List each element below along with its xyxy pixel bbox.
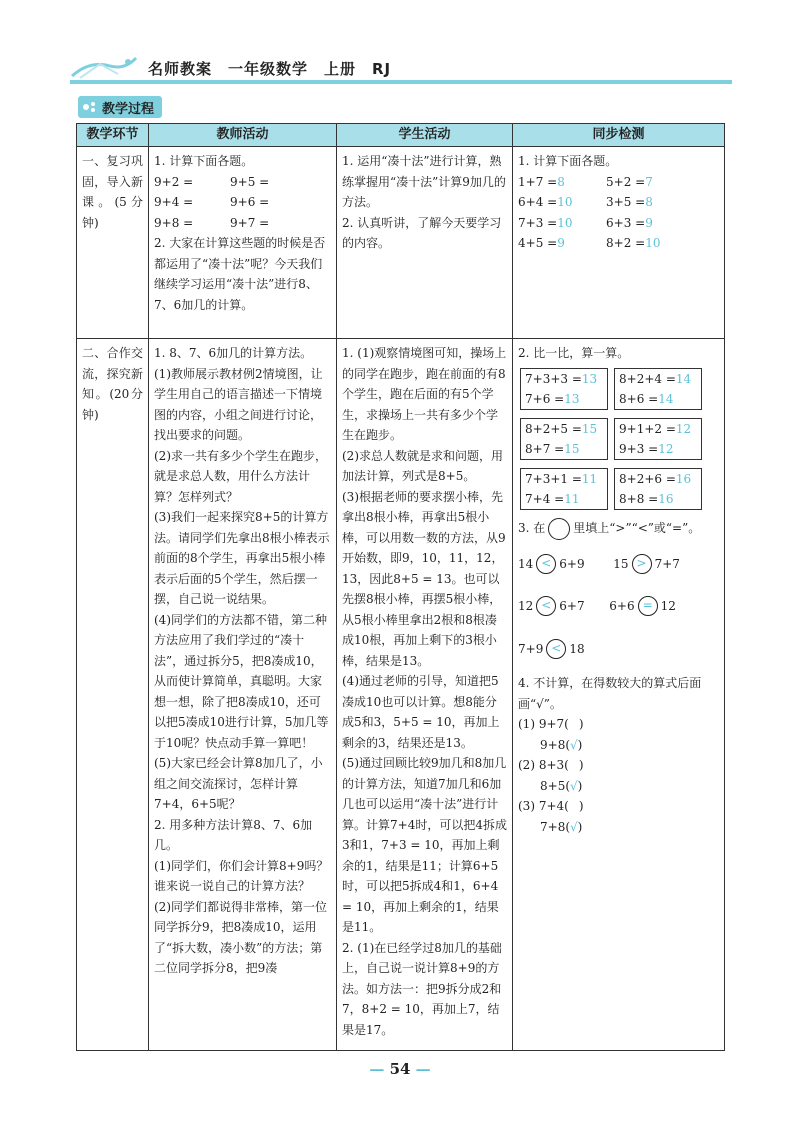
section-label: 教学过程	[102, 101, 155, 117]
q4-item: (1) 9+7( ) 9+8(√)	[518, 717, 584, 752]
answer-circle: <	[536, 596, 556, 616]
answer-circle: <	[536, 554, 556, 574]
calc-box: 9+1+2 =12 9+3 =12	[614, 418, 702, 460]
lesson-table	[76, 123, 725, 1051]
compare-box-row	[520, 368, 719, 410]
header-divider	[70, 80, 732, 84]
header-student: 学生活动	[337, 124, 513, 147]
teacher-cell	[149, 147, 337, 339]
check-row: 7+3 =10 6+3 =9	[518, 215, 653, 230]
student-cell	[337, 147, 513, 339]
dots-icon	[82, 99, 98, 115]
text-para: (1)同学们，你们会计算8+9吗？谁来说一说自己的计算方法？	[154, 858, 329, 893]
check-cell	[513, 339, 725, 1051]
header-teacher: 教师活动	[149, 124, 337, 147]
text-para: (2)求总人数就是求和问题，用加法计算，列式是8+5。	[342, 448, 503, 483]
exercise: 9+7 =	[230, 215, 270, 230]
table-row	[77, 147, 725, 339]
compare-row: 12 < 6+7 6+6 = 12	[518, 596, 719, 617]
header-title: 名师教案 一年级数学 上册 RJ	[148, 60, 392, 78]
text-para: (2)同学们都说得非常棒，第一位同学拆分9，把8凑成10，运用了“拆大数，凑小数”的方法；第二位同学拆分8，把9凑	[154, 899, 327, 975]
text-para: (4)同学们的方法都不错，第二种方法应用了我们学过的“凑十法”，通过拆分5，把8凑成10，从而使计算简单，真聪明。大家想一想，除了把8凑成10，还可以把5凑成10进行计算，5加几等于10呢？快点动手算一算吧！	[154, 612, 329, 750]
check-cell	[513, 147, 725, 339]
calc-box: 8+2+4 =14 8+6 =14	[614, 368, 702, 410]
q4-item: (2) 8+3( ) 8+5(√)	[518, 758, 584, 793]
table-row	[77, 339, 725, 1051]
page-number: — 54 —	[369, 1060, 431, 1078]
text-para: 1. 8、7、6加几的计算方法。	[154, 346, 313, 360]
check-row: 6+4 =10 3+5 =8	[518, 195, 653, 209]
stage-cell: 一、复习巩固，导入新课。(5分钟)	[77, 147, 149, 339]
calc-box: 8+2+5 =15 8+7 =15	[520, 418, 608, 460]
exercise: 9+2 =	[154, 174, 194, 189]
text-para: (4)通过老师的引导，知道把5凑成10也可以计算。想8能分成5和3，5+5 = 10，再加上剩余的3，结果还是13。	[342, 674, 500, 750]
text-para: (3)我们一起来探究8+5的计算方法。请同学们先拿出8根小棒表示前面的8个学生，再拿出5根小棒表示后面的5个学生，然后摆一摆，自己说一说结果。	[154, 510, 330, 606]
compare-row: 7+9 < 18	[518, 639, 719, 660]
answer-circle: =	[638, 596, 658, 616]
check-row: 4+5 =9 8+2 =10	[518, 236, 661, 250]
text-para: 4. 不计算，在得数较大的算式后面画“√”。	[518, 676, 702, 711]
calc-box: 7+3+1 =11 7+4 =11	[520, 468, 608, 510]
text-line: 2. 比一比，算一算。	[518, 346, 630, 360]
teacher-cell	[149, 339, 337, 1051]
answer-circle: <	[546, 639, 566, 659]
text-para: 1. 运用“凑十法”进行计算，熟练掌握用“凑十法”计算9加几的方法。	[342, 154, 506, 209]
exercise: 9+4 =	[154, 195, 194, 209]
header-stage: 教学环节	[77, 124, 149, 147]
text-para: (2)求一共有多少个学生在跑步，就是求总人数，用什么方法计算？怎样列式？	[154, 448, 327, 504]
text-para: 2. 大家在计算这些题的时候是否都运用了“凑十法”呢？今天我们继续学习运用“凑十法”进行8、7、6加几的计算。	[154, 236, 326, 312]
exercise-row	[154, 172, 331, 193]
circle-icon	[548, 518, 570, 540]
text-line: 1. 计算下面各题。	[154, 154, 254, 168]
exercise: 9+6 =	[230, 195, 270, 209]
compare-box-row	[520, 468, 719, 510]
text-para: 2. (1)在已经学过8加几的基础上，自己说一说计算8+9的方法。如方法一：把9拆分成2和7，8+2 = 10，再加上7，结果是17。	[342, 940, 502, 1037]
text-para: (5)通过回顾比较9加几和8加几的计算方法，知道7加几和6加几也可以运用“凑十法”进行计算。计算7+4时，可以把4拆成3和1，7+3 = 10，再加上剩余的1，结果是11；计算6+5时，可以把5拆成4和1，6+4 = 10，再加上剩余的1，结果是11。	[342, 756, 507, 934]
stage-cell: 二、合作交流，探究新知。(20分钟)	[77, 339, 149, 1051]
text-para: (3)根据老师的要求摆小棒，先拿出8根小棒，再拿出5根小棒，可以用数一数的方法，从9开始数，即9，10，11，12，13，因此8+5 = 13。也可以先摆8根小棒，再摆5根小棒，从5根小棒里拿出2根和8根凑成10根，再加上剩下的3根小棒，结果是13。	[342, 489, 506, 668]
logo-icon	[70, 52, 140, 80]
calc-box: 7+3+3 =13 7+6 =13	[520, 368, 608, 410]
text-para: (5)大家已经会计算8加几了，小组之间交流探讨，怎样计算7+4，6+5呢？	[154, 756, 323, 811]
answer-circle: >	[632, 554, 652, 574]
compare-row: 14 < 6+9 15 > 7+7	[518, 554, 719, 575]
table-header-row	[77, 124, 725, 147]
header-check: 同步检测	[513, 124, 725, 147]
exercise: 9+8 =	[154, 215, 194, 230]
compare-box-row	[520, 418, 719, 460]
text-para: 1. (1)观察情境图可知，操场上的同学在跑步，跑在前面的有8个学生，跑在后面的有5个学生，求操场上一共有多少个学生在跑步。	[342, 346, 507, 442]
student-cell	[337, 339, 513, 1051]
check-row: 1+7 =8 5+2 =7	[518, 174, 653, 189]
exercise: 9+5 =	[230, 174, 270, 189]
text-para: 2. 认真听讲，了解今天要学习的内容。	[342, 215, 502, 250]
section-tag	[78, 96, 162, 118]
text-para: (1)教师展示教材例2情境图，让学生用自己的语言描述一下情境图的内容，小组之间进行讨论，找出要求的问题。	[154, 366, 323, 442]
text-para: 2. 用多种方法计算8、7、6加几。	[154, 817, 313, 852]
text-line: 1. 计算下面各题。	[518, 154, 618, 168]
calc-box: 8+2+6 =16 8+8 =16	[614, 468, 702, 510]
text-line: 3. 在 里填上“>”“<”或“=”。	[518, 518, 719, 540]
exercise-row	[154, 213, 331, 234]
q4-item: (3) 7+4( ) 7+8(√)	[518, 799, 584, 834]
exercise-row	[154, 192, 331, 213]
